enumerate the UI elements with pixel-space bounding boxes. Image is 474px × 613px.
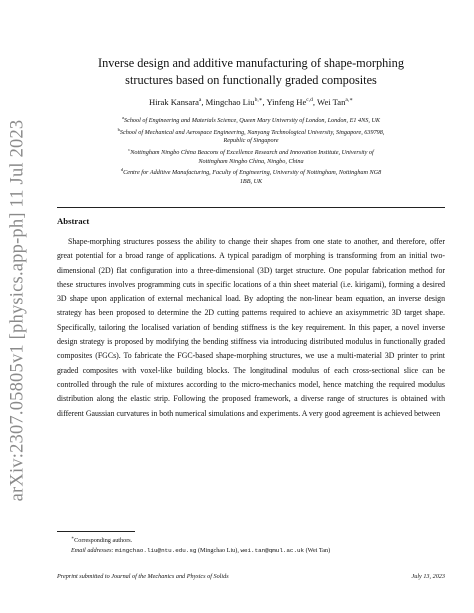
title-line-2: structures based on functionally graded composites (125, 73, 377, 87)
affiliation-mark: a (121, 115, 124, 120)
affiliation-a (57, 114, 445, 126)
abstract-body: Shape-morphing structures possess the ability to change their shapes from one state to another, and therefore, offer great potential for a broad range of applications. A typical paradigm of morphing is transforming from an initial two-dimensional (2D) flat configuration into a three-dimensional (3D) target structure. One popular fabrication method for these structures involves programming cuts in specific locations of a thin sheet material (i.e. kirigami), forming a desired 3D shape upon application of external mechanical load. By adopting the non-linear beam equation, an inverse design strategy has been proposed to determine the 2D cutting patterns required to achieve an axisymmetric 3D target shape. Specifically, tailoring the localised variation of bending stiffness is the key requirement. In this paper, a novel inverse design strategy is proposed by modifying the bending stiffness via introducing distributed modulus in functionally graded composites (FGCs). To fabricate the FGC-based shape-morphing structures, we use a multi-material 3D printer to print graded composites with voxel-like building blocks. The longitudinal modulus of each cross-sectional slice can be controlled through the rule of mixtures according to the micro-mechanics model, hence matching the required modulus distribution along the elastic strip. Following the proposed framework, a diverse range of structures is obtained with different Gaussian curvatures in both numerical simulations and experiments. A very good agreement is achieved between (57, 237, 445, 418)
author-name: Wei Tan (317, 97, 346, 107)
author-affiliation-mark: b,∗ (254, 97, 263, 104)
footnote-rule (57, 531, 135, 532)
author-affiliation-mark: a,∗ (345, 97, 353, 104)
affiliation-b (57, 126, 445, 138)
arxiv-identifier-stamp (2, 90, 34, 530)
author-affiliation-mark: c,d (306, 97, 313, 104)
affiliation-d (57, 166, 445, 178)
paper-page (57, 0, 445, 613)
author-name: Hirak Kansara (149, 97, 199, 107)
affiliation-list (57, 114, 445, 186)
email-owner-tan: (Wei Tan) (305, 546, 331, 554)
email-link-tan[interactable]: wei.tan@qmul.ac.uk (240, 546, 305, 554)
affiliation-text: Centre for Additive Manufacturing, Faculty of Engineering, University of Nottingham, Nottingham NG8 (123, 169, 382, 177)
author-name: Mingchao Liu (205, 97, 255, 107)
author-affiliation-mark: a (198, 97, 202, 104)
arxiv-id-text: arXiv:2307.05805v1 [physics.app-ph] 11 Jul 2023 (7, 119, 28, 501)
affiliation-mark: c (128, 146, 131, 152)
abstract-top-rule (57, 207, 445, 208)
email-label: Email addresses: (71, 546, 114, 554)
affiliation-c (57, 146, 445, 158)
affiliation-mark: d (120, 167, 124, 173)
affiliation-text: School of Mechanical and Aerospace Engineering, Nanyang Technological University, Singapore, 639798, (119, 128, 385, 136)
footnotes (71, 533, 445, 555)
email-owner-liu: (Mingchao Liu), (197, 546, 239, 554)
author-list: Hirak Kansara$^a$, Mingchao Liu$^{b,∗}$, Yinfeng He$^{c,d}$, Wei Tan$^{a,∗}$ (149, 97, 353, 107)
title-line-1: Inverse design and additive manufacturing of shape-morphing (98, 56, 404, 70)
abstract-heading: Abstract (57, 216, 90, 226)
paper-title (57, 55, 445, 89)
affiliation-text: School of Engineering and Materials Science, Queen Mary University of London, London, E1 4NS, UK (123, 117, 381, 125)
footer-date: July 13, 2023 (411, 573, 445, 580)
email-link-liu[interactable]: mingchao.liu@ntu.edu.sg (115, 546, 197, 554)
affiliation-text: Nottingham Ningbo China Beacons of Excellence Research and Innovation Institute, University of (130, 148, 374, 156)
affiliation-c-cont: Nottingham Ningbo China, Ningbo, China (198, 157, 304, 165)
affiliation-d-cont: 1BB, UK (239, 177, 263, 185)
preprint-note: Preprint submitted to Journal of the Mechanics and Physics of Solids (57, 573, 229, 580)
footnote-mark: ∗ (71, 535, 75, 540)
affiliation-mark: b (117, 126, 120, 132)
corresponding-note (71, 533, 445, 546)
email-note (71, 546, 445, 556)
author-name: Yinfeng He (266, 97, 307, 107)
corresponding-text: Corresponding authors. (74, 537, 133, 545)
affiliation-b-cont: Republic of Singapore (223, 137, 279, 145)
